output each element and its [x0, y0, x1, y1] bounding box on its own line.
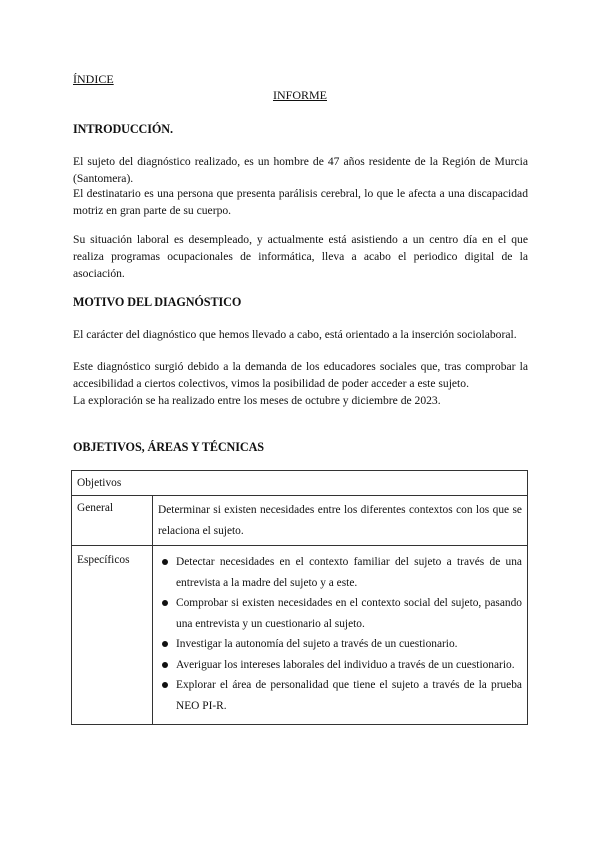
list-item: Investigar la autonomía del sujeto a través de un cuestionario.	[158, 634, 522, 655]
list-item: Explorar el área de personalidad que tiene el sujeto a través de la prueba NEO PI-R.	[158, 675, 522, 716]
especificos-cell	[153, 546, 528, 725]
objectives-table	[71, 470, 528, 725]
intro-paragraph-3: Su situación laboral es desempleado, y actualmente está asistiendo a un centro día en el que realiza programas ocupacionales de informática, lleva a acabo el periodico digital de la asociación.	[73, 233, 528, 280]
motivo-paragraph-3: La exploración se ha realizado entre los meses de octubre y diciembre de 2023.	[73, 394, 441, 407]
bullet-icon	[162, 682, 168, 688]
list-item: Averiguar los intereses laborales del individuo a través de un cuestionario.	[158, 655, 522, 676]
report-title: INFORME	[272, 88, 327, 102]
objetivos-heading: OBJETIVOS, ÁREAS Y TÉCNICAS	[73, 440, 264, 454]
bullet-icon	[162, 641, 168, 647]
especificos-label-cell: Específicos	[72, 546, 153, 725]
intro-paragraph-1: El sujeto del diagnóstico realizado, es un hombre de 47 años residente de la Región de Murcia (Santomera).	[73, 155, 528, 185]
general-label-cell: General	[72, 496, 153, 546]
table-title-cell: Objetivos	[72, 471, 528, 496]
bullet-icon	[162, 662, 168, 668]
index-link[interactable]: ÍNDICE	[73, 72, 114, 86]
intro-paragraph-2: El destinatario es una persona que presenta parálisis cerebral, lo que le afecta a una discapacidad motriz en gran parte de su cuerpo.	[73, 187, 528, 217]
table-row	[72, 546, 528, 725]
motivo-paragraph-1: El carácter del diagnóstico que hemos llevado a cabo, está orientado a la inserción sociolaboral.	[73, 328, 517, 341]
bullet-icon	[162, 559, 168, 565]
table-row	[72, 471, 528, 496]
motivo-paragraph-2: Este diagnóstico surgió debido a la demanda de los educadores sociales que, tras comprobar la accesibilidad a ciertos colectivos, vimos la posibilidad de poder acceder a este sujeto.	[73, 360, 528, 390]
bullet-icon	[162, 600, 168, 606]
list-item: Comprobar si existen necesidades en el contexto social del sujeto, pasando una entrevista y un cuestionario al sujeto.	[158, 593, 522, 634]
general-text-cell	[153, 496, 528, 546]
table-row	[72, 496, 528, 546]
specific-objectives-list	[158, 552, 522, 716]
list-item: Detectar necesidades en el contexto familiar del sujeto a través de una entrevista a la madre del sujeto y a este.	[158, 552, 522, 593]
motivo-heading: MOTIVO DEL DIAGNÓSTICO	[73, 295, 242, 309]
general-objective: Determinar si existen necesidades entre los diferentes contextos con los que se relaciona el sujeto.	[158, 504, 522, 537]
intro-heading: INTRODUCCIÓN.	[73, 122, 173, 136]
